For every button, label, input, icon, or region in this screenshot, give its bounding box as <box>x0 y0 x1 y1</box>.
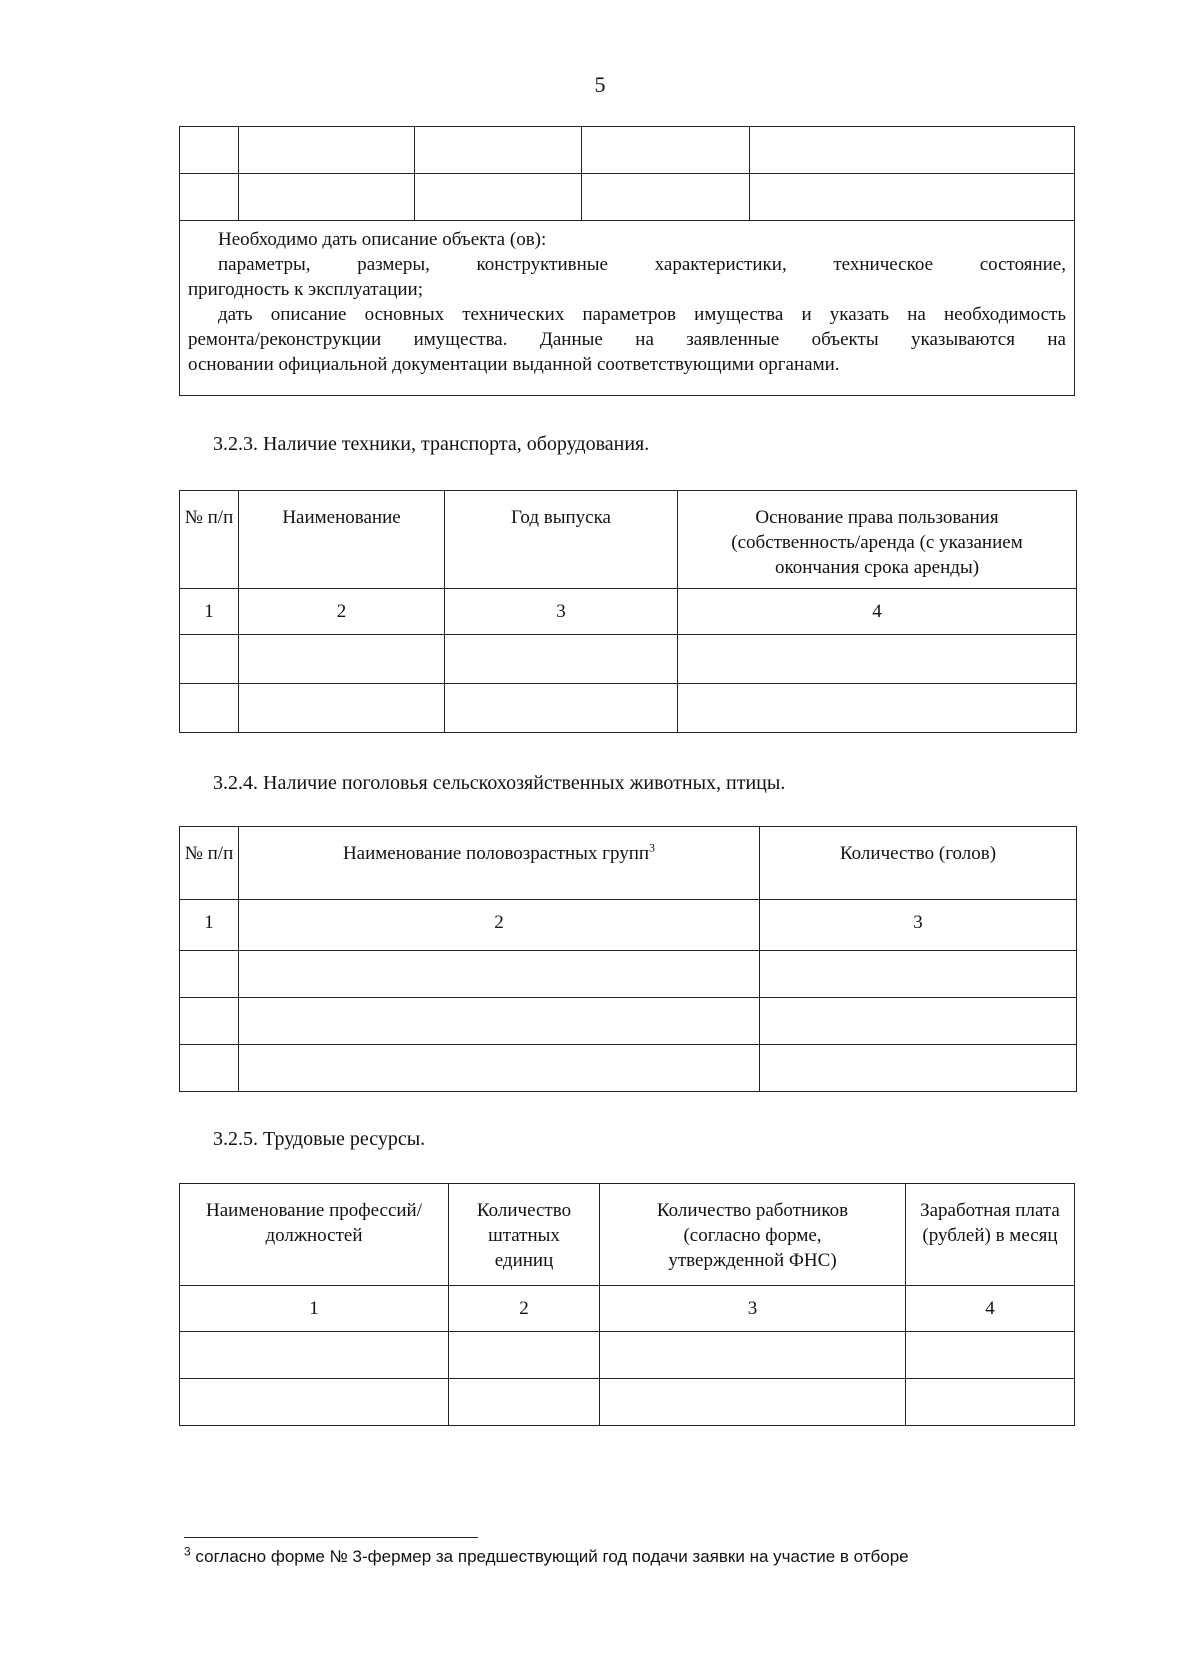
table-header-row <box>180 1184 1075 1286</box>
table-cell[interactable] <box>180 1045 239 1092</box>
table-row <box>180 174 1075 221</box>
table-cell[interactable] <box>449 1379 600 1426</box>
livestock-table <box>179 826 1077 1092</box>
table-row <box>180 1379 1075 1426</box>
column-header-with-footnote <box>239 827 760 900</box>
description-line: Необходимо дать описание объекта (ов): <box>218 229 547 250</box>
table-header-row <box>180 491 1077 589</box>
table-row <box>180 998 1077 1045</box>
section-heading-3-2-5: 3.2.5. Трудовые ресурсы. <box>213 1128 426 1150</box>
footnote <box>184 1544 909 1567</box>
table-header-row <box>180 827 1077 900</box>
description-line: пригодность к эксплуатации; <box>188 279 423 300</box>
table-cell[interactable] <box>760 951 1077 998</box>
table-cell[interactable] <box>678 684 1077 733</box>
footnote-mark: 3 <box>184 1544 191 1559</box>
column-number: 1 <box>180 900 239 951</box>
column-number: 2 <box>449 1286 600 1332</box>
table-cell[interactable] <box>445 635 678 684</box>
column-number-row <box>180 589 1077 635</box>
description-line: дать описание основных технических параметров имущества и указать на необходимость <box>218 304 1066 325</box>
table-cell[interactable] <box>180 1332 449 1379</box>
column-number: 3 <box>760 900 1077 951</box>
column-number: 2 <box>239 589 445 635</box>
table-row <box>180 951 1077 998</box>
table-cell[interactable] <box>678 635 1077 684</box>
section-heading-3-2-4: 3.2.4. Наличие поголовья сельскохозяйственных животных, птицы. <box>213 772 786 794</box>
description-cell <box>180 221 1075 396</box>
column-header: Наименование половозрастных групп <box>342 843 650 864</box>
description-line: параметры, размеры, конструктивные характеристики, техническое состояние, <box>218 254 1066 275</box>
table-cell[interactable] <box>239 684 445 733</box>
table-row <box>180 1045 1077 1092</box>
table-cell[interactable] <box>582 174 750 221</box>
table-cell[interactable] <box>906 1332 1075 1379</box>
table-cell[interactable] <box>750 174 1075 221</box>
table-cell[interactable] <box>239 998 760 1045</box>
table-cell[interactable] <box>239 1045 760 1092</box>
column-number: 4 <box>906 1286 1075 1332</box>
section-heading-3-2-3: 3.2.3. Наличие техники, транспорта, оборудования. <box>213 433 650 455</box>
column-number: 1 <box>180 1286 449 1332</box>
table-cell[interactable] <box>600 1379 906 1426</box>
footnote-text: согласно форме № 3-фермер за предшествующий год подачи заявки на участие в отборе <box>195 1547 909 1566</box>
table-cell[interactable] <box>180 1379 449 1426</box>
table-cell[interactable] <box>760 998 1077 1045</box>
table-cell[interactable] <box>415 127 582 174</box>
column-header: Количество штатных единиц <box>449 1184 600 1286</box>
table-cell[interactable] <box>600 1332 906 1379</box>
column-header: Заработная плата (рублей) в месяц <box>906 1184 1075 1286</box>
column-number: 4 <box>678 589 1077 635</box>
column-number: 3 <box>600 1286 906 1332</box>
column-number: 3 <box>445 589 678 635</box>
column-header: Количество работников (согласно форме, утвержденной ФНС) <box>600 1184 906 1286</box>
table-cell[interactable] <box>760 1045 1077 1092</box>
column-header: Наименование профессий/должностей <box>180 1184 449 1286</box>
column-header: Год выпуска <box>445 491 678 589</box>
table-row <box>180 127 1075 174</box>
column-header: № п/п <box>180 827 239 900</box>
table-cell[interactable] <box>449 1332 600 1379</box>
column-header: Количество (голов) <box>760 827 1077 900</box>
table-cell[interactable] <box>445 684 678 733</box>
footnote-mark: 3 <box>649 840 656 855</box>
page-number: 5 <box>594 72 606 97</box>
table-cell[interactable] <box>415 174 582 221</box>
table-cell[interactable] <box>750 127 1075 174</box>
description-row <box>180 221 1075 396</box>
table-row <box>180 635 1077 684</box>
table-cell[interactable] <box>180 127 239 174</box>
table-row <box>180 684 1077 733</box>
table-cell[interactable] <box>180 174 239 221</box>
table-cell[interactable] <box>239 635 445 684</box>
labour-table <box>179 1183 1075 1426</box>
footnote-divider <box>184 1537 478 1538</box>
column-number-row <box>180 900 1077 951</box>
table-row <box>180 1332 1075 1379</box>
table-cell[interactable] <box>180 951 239 998</box>
equipment-table <box>179 490 1077 733</box>
column-header: № п/п <box>180 491 239 589</box>
column-number: 2 <box>239 900 760 951</box>
column-header: Наименование <box>239 491 445 589</box>
column-number-row <box>180 1286 1075 1332</box>
table-cell[interactable] <box>906 1379 1075 1426</box>
table-cell[interactable] <box>239 951 760 998</box>
table-cell[interactable] <box>239 127 415 174</box>
column-number: 1 <box>180 589 239 635</box>
property-table <box>179 126 1075 396</box>
table-cell[interactable] <box>180 635 239 684</box>
description-line: основании официальной документации выданной соответствующими органами. <box>188 354 840 375</box>
table-cell[interactable] <box>239 174 415 221</box>
description-line: ремонта/реконструкции имущества. Данные на заявленные объекты указываются на <box>188 329 1066 350</box>
table-cell[interactable] <box>180 998 239 1045</box>
table-cell[interactable] <box>582 127 750 174</box>
table-cell[interactable] <box>180 684 239 733</box>
column-header: Основание права пользования (собственность/аренда (с указанием окончания срока аренды) <box>678 491 1077 589</box>
